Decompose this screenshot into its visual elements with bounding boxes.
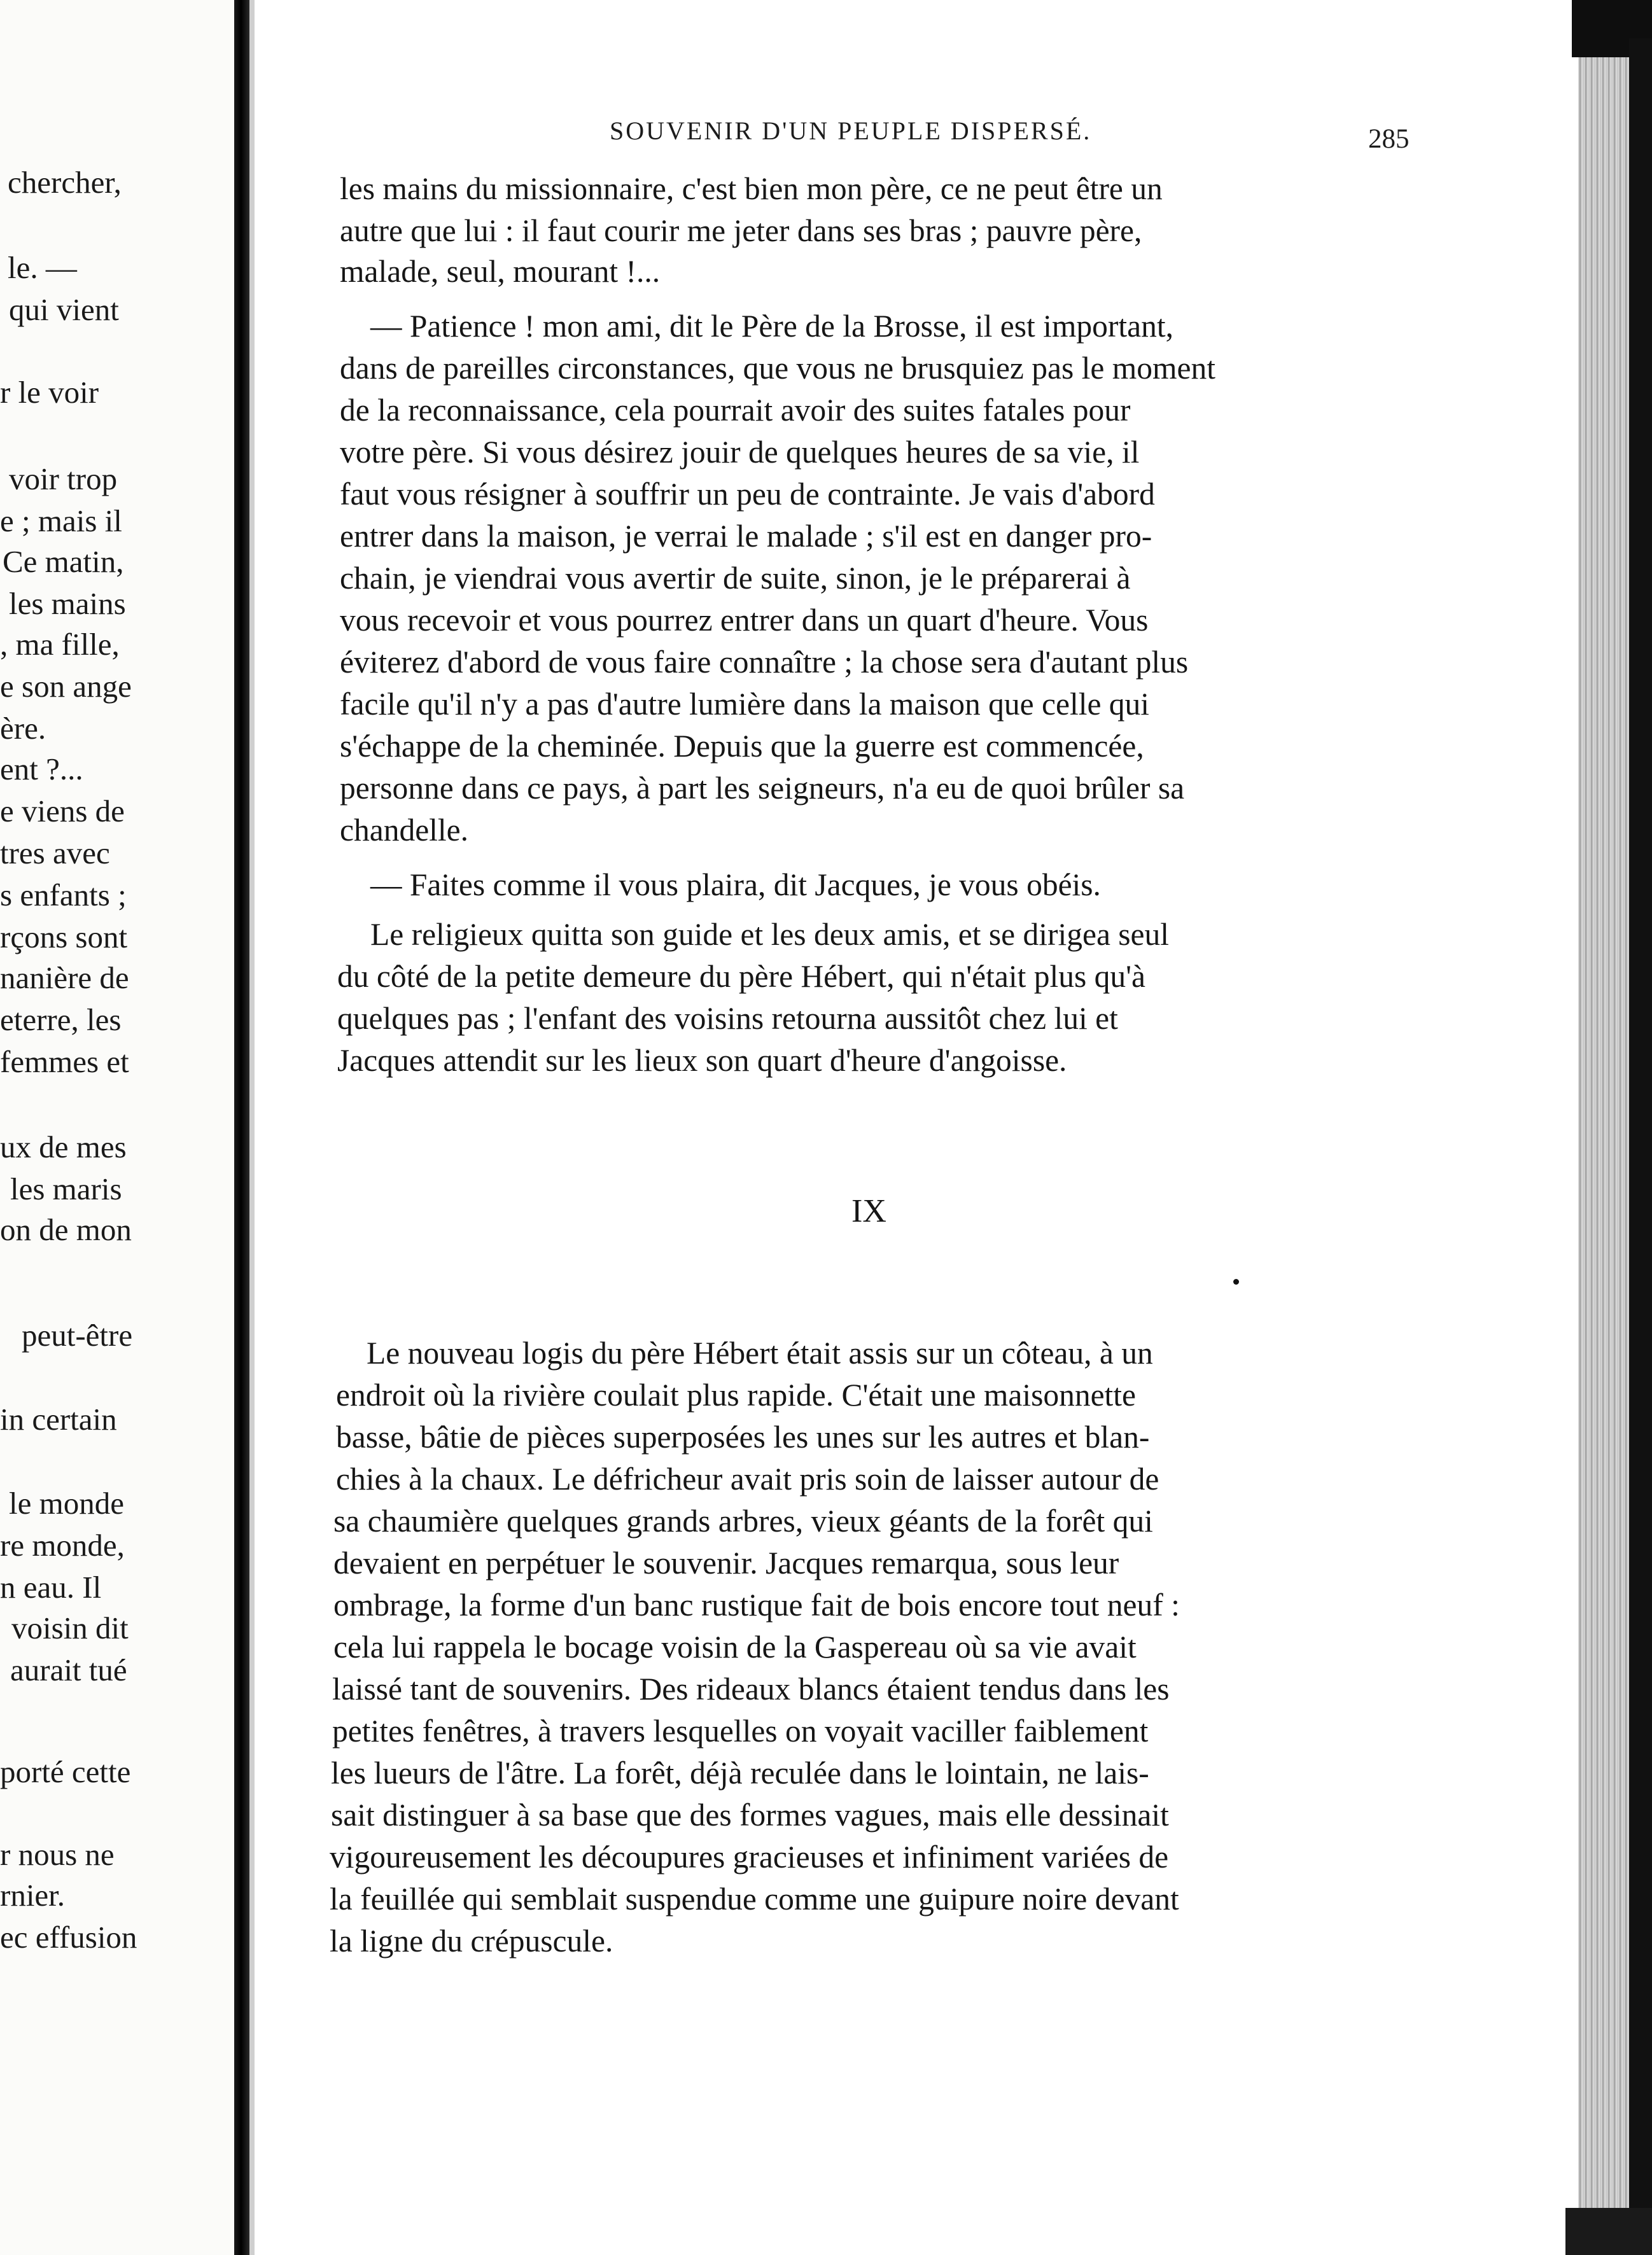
body-line: — Faites comme il vous plaira, dit Jacques, je vous obéis. — [370, 867, 1101, 902]
scan-border-right — [1629, 38, 1652, 2255]
left-page-line: porté cette — [0, 1754, 131, 1789]
left-page-line: nanière de — [0, 960, 129, 995]
left-page-line: peut-être — [22, 1318, 133, 1353]
print-speck — [1233, 1279, 1239, 1285]
body-line: la feuillée qui semblait suspendue comme une guipure noire devant — [330, 1881, 1179, 1916]
body-line: devaient en perpétuer le souvenir. Jacques remarqua, sous leur — [333, 1546, 1119, 1581]
left-page-line: e son ange — [0, 669, 132, 704]
left-page-line: Ce matin, — [3, 544, 124, 579]
body-line: petites fenêtres, à travers lesquelles on voyait vaciller faiblement — [332, 1714, 1149, 1749]
body-line: la ligne du crépuscule. — [330, 1923, 613, 1958]
body-line: ombrage, la forme d'un banc rustique fait de bois encore tout neuf : — [333, 1588, 1180, 1623]
left-page-line: in certain — [0, 1402, 117, 1437]
body-line: Le nouveau logis du père Hébert était assis sur un côteau, à un — [367, 1336, 1153, 1371]
body-line: de la reconnaissance, cela pourrait avoir des suites fatales pour — [340, 393, 1131, 428]
main-page — [255, 0, 1578, 2255]
left-page-line: e ; mais il — [0, 503, 122, 538]
left-page-line: eterre, les — [0, 1002, 122, 1037]
body-line: malade, seul, mourant !... — [340, 254, 661, 289]
body-line: vous recevoir et vous pourrez entrer dans un quart d'heure. Vous — [340, 603, 1149, 638]
left-page-line: les maris — [10, 1171, 122, 1206]
left-page-line: re monde, — [0, 1528, 125, 1563]
body-line: chies à la chaux. Le défricheur avait pris soin de laisser autour de — [336, 1462, 1159, 1497]
body-line: les lueurs de l'âtre. La forêt, déjà reculée dans le lointain, ne lais- — [331, 1756, 1149, 1791]
book-gutter-edge — [249, 0, 255, 2255]
left-page-line: le. — — [8, 250, 77, 285]
body-line: sa chaumière quelques grands arbres, vieux géants de la forêt qui — [333, 1504, 1153, 1539]
left-page-line: rçons sont — [0, 919, 128, 954]
body-line: chain, je viendrai vous avertir de suite, sinon, je le préparerai à — [340, 561, 1131, 596]
left-page-line: e viens de — [0, 793, 125, 828]
left-page-line: voir trop — [9, 461, 118, 496]
body-line: personne dans ce pays, à part les seigneurs, n'a eu de quoi brûler sa — [340, 771, 1185, 806]
left-page-line: ent ?... — [0, 751, 83, 786]
left-page-line: ux de mes — [0, 1129, 127, 1164]
body-line: Jacques attendit sur les lieux son quart d'heure d'angoisse. — [337, 1043, 1067, 1078]
left-page-line: les mains — [9, 586, 126, 621]
body-line: du côté de la petite demeure du père Hébert, qui n'était plus qu'à — [337, 959, 1145, 994]
body-line: quelques pas ; l'enfant des voisins retourna aussitôt chez lui et — [337, 1001, 1118, 1036]
body-line: sait distinguer à sa base que des formes vagues, mais elle dessinait — [331, 1798, 1169, 1833]
running-head: SOUVENIR D'UN PEUPLE DISPERSÉ. — [610, 116, 1092, 145]
left-page-line: qui vient — [9, 292, 119, 327]
left-page-line: voisin dit — [11, 1610, 129, 1645]
left-facing-page — [0, 0, 234, 2255]
body-line: faut vous résigner à souffrir un peu de contrainte. Je vais d'abord — [340, 477, 1155, 512]
left-page-line: le monde — [9, 1486, 124, 1521]
body-line: endroit où la rivière coulait plus rapide. C'était une maisonnette — [336, 1378, 1137, 1413]
body-line: entrer dans la maison, je verrai le malade ; s'il est en danger pro- — [340, 519, 1152, 554]
left-page-line: rnier. — [0, 1878, 66, 1913]
left-page-line: ec effusion — [0, 1920, 137, 1955]
body-line: laissé tant de souvenirs. Des rideaux blancs étaient tendus dans les — [332, 1672, 1170, 1707]
body-line: éviterez d'abord de vous faire connaître ; la chose sera d'autant plus — [340, 645, 1189, 680]
body-line: dans de pareilles circonstances, que vous ne brusquiez pas le moment — [340, 351, 1215, 386]
left-page-line: r le voir — [0, 375, 99, 410]
page-number: 285 — [1368, 124, 1410, 154]
chapter-heading: IX — [851, 1193, 886, 1229]
body-line: Le religieux quitta son guide et les deux amis, et se dirigea seul — [370, 917, 1170, 952]
body-line: — Patience ! mon ami, dit le Père de la Brosse, il est important, — [370, 309, 1173, 344]
body-line: autre que lui : il faut courir me jeter dans ses bras ; pauvre père, — [340, 213, 1142, 248]
body-line: vigoureusement les découpures gracieuses et infiniment variées de — [330, 1840, 1169, 1875]
book-gutter — [234, 0, 249, 2255]
left-page-line: femmes et — [0, 1044, 129, 1079]
left-page-line: on de mon — [0, 1212, 132, 1247]
left-page-line: , ma fille, — [0, 627, 120, 662]
body-line: basse, bâtie de pièces superposées les unes sur les autres et blan- — [336, 1420, 1150, 1455]
left-page-line: s enfants ; — [0, 877, 127, 912]
left-page-line: n eau. Il — [0, 1570, 102, 1605]
left-page-line: chercher, — [8, 165, 122, 200]
scan-border-bottom — [1565, 2208, 1652, 2255]
body-line: facile qu'il n'y a pas d'autre lumière dans la maison que celle qui — [340, 687, 1150, 722]
left-page-line: tres avec — [0, 835, 110, 870]
left-page-line: r nous ne — [0, 1837, 115, 1872]
left-page-line: ère. — [0, 711, 46, 746]
left-page-line: aurait tué — [10, 1652, 127, 1687]
body-line: s'échappe de la cheminée. Depuis que la guerre est commencée, — [340, 729, 1144, 764]
body-line: cela lui rappela le bocage voisin de la Gaspereau où sa vie avait — [333, 1630, 1137, 1665]
body-line: les mains du missionnaire, c'est bien mon père, ce ne peut être un — [340, 171, 1163, 206]
body-line: votre père. Si vous désirez jouir de quelques heures de sa vie, il — [340, 435, 1140, 470]
body-line: chandelle. — [340, 813, 469, 848]
